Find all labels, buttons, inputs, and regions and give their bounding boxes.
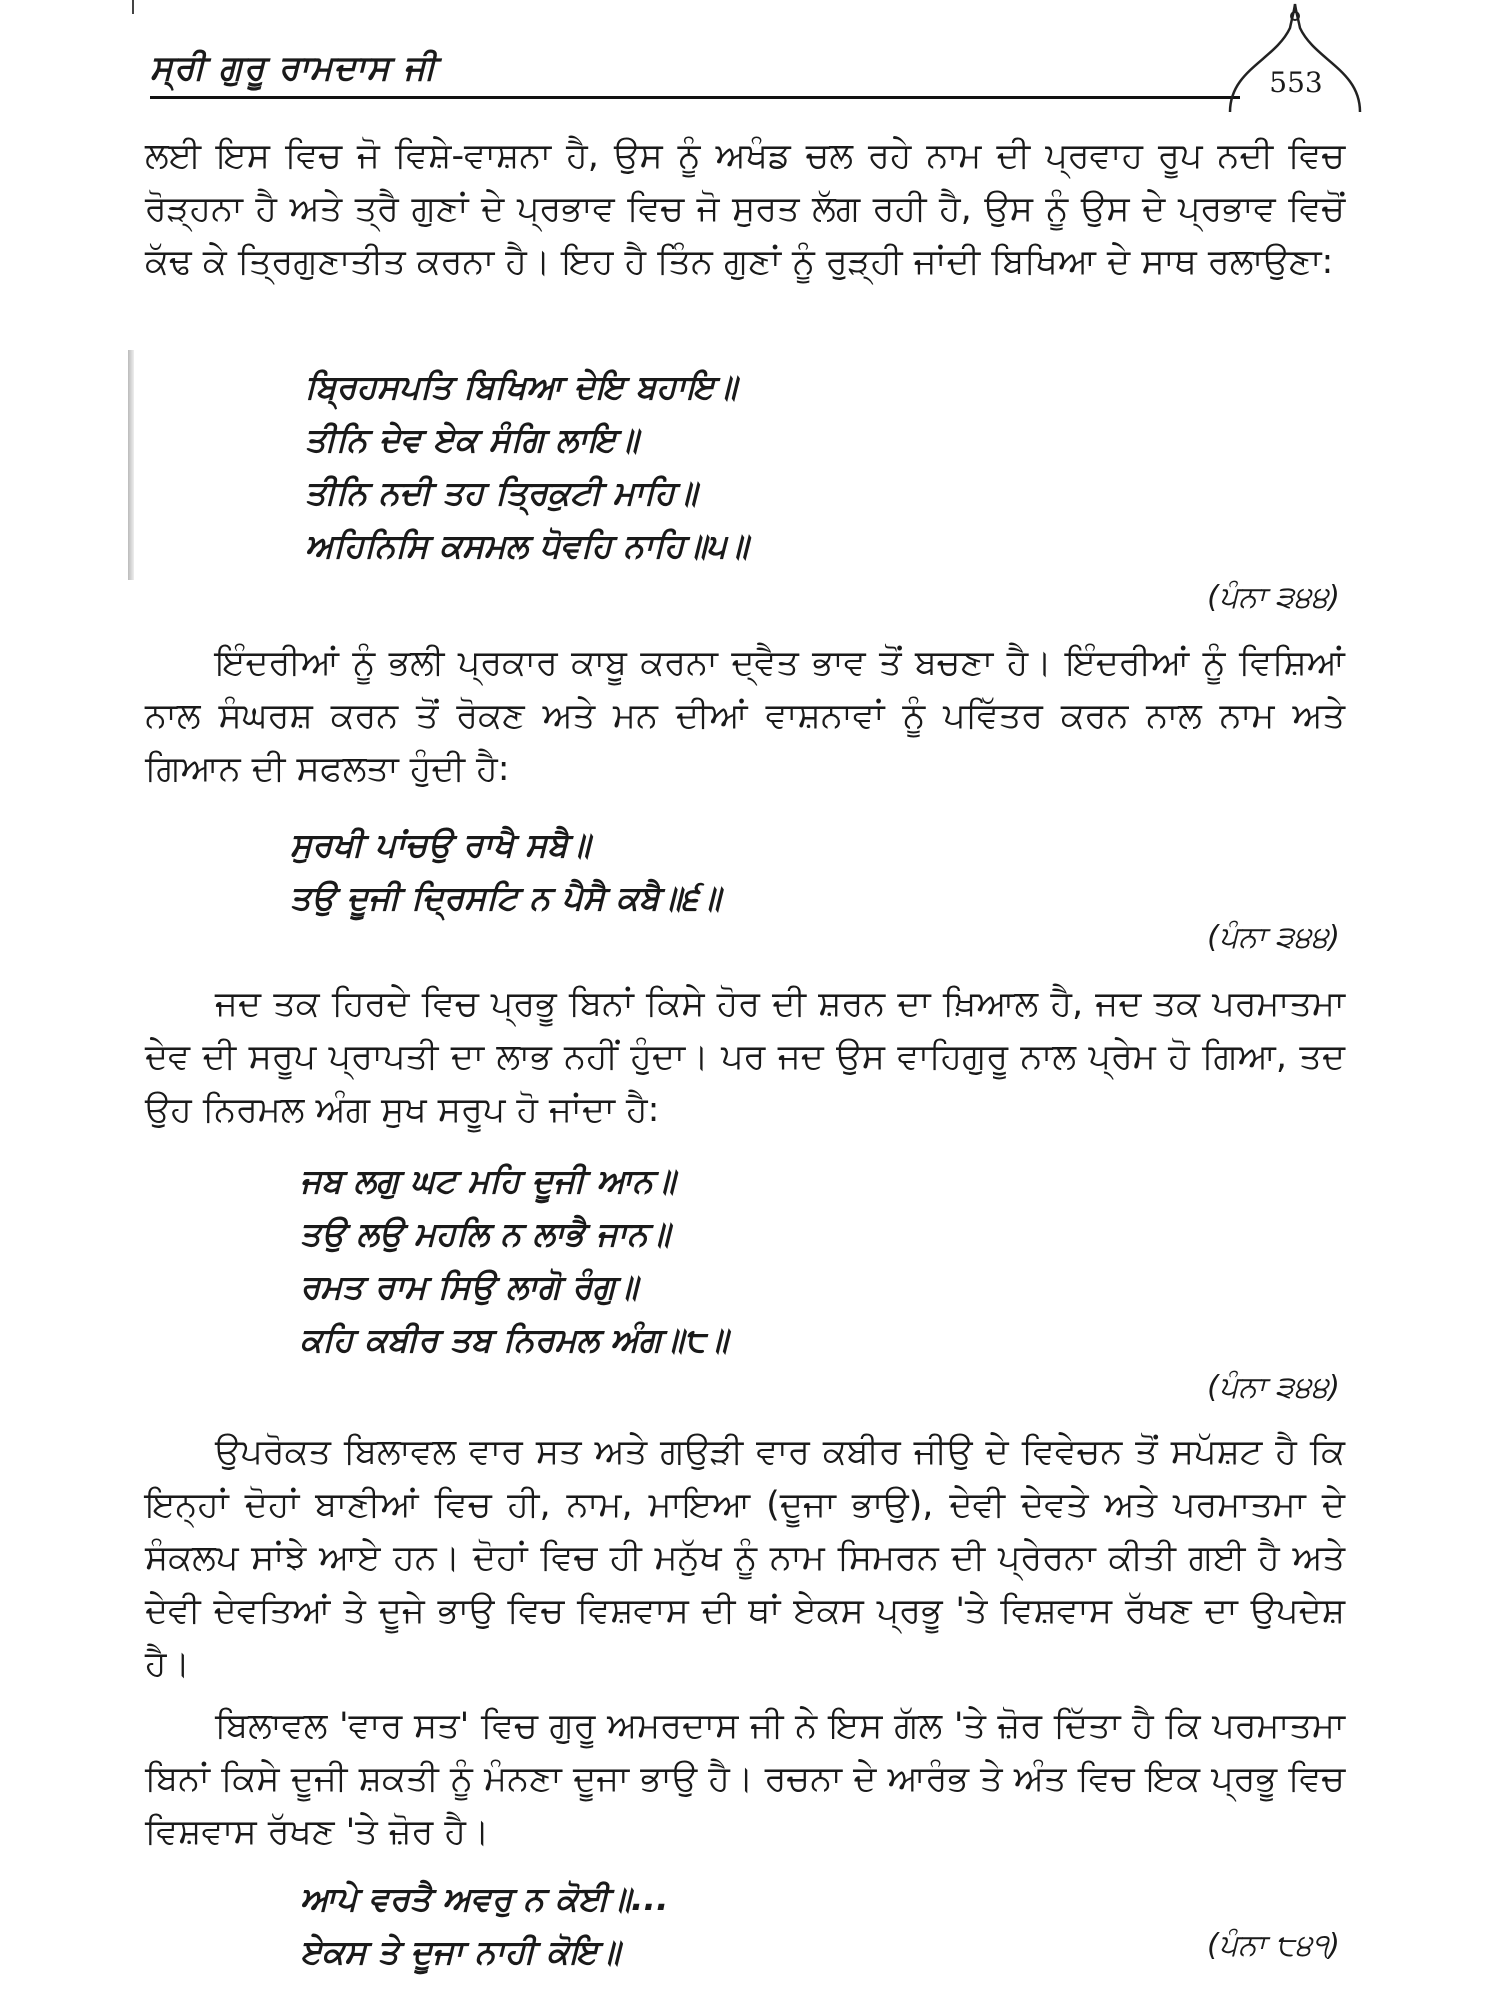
verse-line: ਆਪੇ ਵਰਤੈ ਅਵਰੁ ਨ ਕੋਈ॥... — [300, 1879, 669, 1918]
paragraph-3: ਜਦ ਤਕ ਹਿਰਦੇ ਵਿਚ ਪ੍ਰਭੂ ਬਿਨਾਂ ਕਿਸੇ ਹੋਰ ਦੀ ਸ਼ਰਨ ਦਾ ਖ਼ਿਆਲ ਹੈ, ਜਦ ਤਕ ਪਰਮਾਤਮਾ ਦੇਵ ਦੀ ਸਰੂਪ ਪ੍ਰਾਪਤੀ ਦਾ ਲਾਭ ਨਹੀਂ ਹੁੰਦਾ। ਪਰ ਜਦ ਉਸ ਵਾਹਿਗੁਰੂ ਨਾਲ ਪ੍ਰੇਮ ਹੋ ਗਿਆ, ਤਦ ਉਹ ਨਿਰਮਲ ਅੰਗ ਸੁਖ ਸਰੂਪ ਹੋ ਜਾਂਦਾ ਹੈ: — [145, 984, 1345, 1130]
verse-line: ਕਹਿ ਕਬੀਰ ਤਬ ਨਿਰਮਲ ਅੰਗ॥੮॥ — [300, 1320, 728, 1359]
paragraph-1: ਲਈ ਇਸ ਵਿਚ ਜੋ ਵਿਸ਼ੇ-ਵਾਸ਼ਨਾ ਹੈ, ਉਸ ਨੂੰ ਅਖੰਡ ਚਲ ਰਹੇ ਨਾਮ ਦੀ ਪ੍ਰਵਾਹ ਰੂਪ ਨਦੀ ਵਿਚ ਰੋੜ੍ਹਨਾ ਹੈ ਅਤੇ ਤ੍ਰੈ ਗੁਣਾਂ ਦੇ ਪ੍ਰਭਾਵ ਵਿਚ ਜੋ ਸੁਰਤ ਲੱਗ ਰਹੀ ਹੈ, ਉਸ ਨੂੰ ਉਸ ਦੇ ਪ੍ਰਭਾਵ ਵਿਚੋਂ ਕੱਢ ਕੇ ਤ੍ਰਿਗੁਣਾਤੀਤ ਕਰਨਾ ਹੈ। ਇਹ ਹੈ ਤਿੰਨ ਗੁਣਾਂ ਨੂੰ ਰੁੜ੍ਹੀ ਜਾਂਦੀ ਬਿਖਿਆ ਦੇ ਸਾਥ ਰਲਾਉਣਾ: — [145, 136, 1345, 282]
verse-line: ਤੀਨਿ ਨਦੀ ਤਹ ਤ੍ਰਿਕੁਟੀ ਮਾਹਿ॥ — [305, 473, 698, 512]
verse-line: ਏਕਸ ਤੇ ਦੂਜਾ ਨਾਹੀ ਕੋਇ॥ — [300, 1932, 621, 1971]
citation-2: (ਪੰਨਾ ੩੪੪) — [1207, 920, 1340, 955]
citation-4: (ਪੰਨਾ ੮੪੧) — [1206, 1928, 1340, 1963]
running-head: ਸ੍ਰੀ ਗੁਰੂ ਰਾਮਦਾਸ ਜੀ — [150, 48, 437, 88]
page-number: 553 — [1269, 66, 1323, 99]
header-rule — [150, 96, 1240, 99]
verse-line: ਤਉ ਦੂਜੀ ਦ੍ਰਿਸਟਿ ਨ ਪੈਸੈ ਕਬੈ॥੬॥ — [290, 878, 721, 917]
verse-4 — [300, 1872, 669, 1978]
verse-line: ਤਉ ਲਉ ਮਹਲਿ ਨ ਲਾਭੈ ਜਾਨ॥ — [300, 1214, 670, 1253]
paragraph-5: ਬਿਲਾਵਲ 'ਵਾਰ ਸਤ' ਵਿਚ ਗੁਰੂ ਅਮਰਦਾਸ ਜੀ ਨੇ ਇਸ ਗੱਲ 'ਤੇ ਜ਼ੋਰ ਦਿੱਤਾ ਹੈ ਕਿ ਪਰਮਾਤਮਾ ਬਿਨਾਂ ਕਿਸੇ ਦੂਜੀ ਸ਼ਕਤੀ ਨੂੰ ਮੰਨਣਾ ਦੂਜਾ ਭਾਉ ਹੈ। ਰਚਨਾ ਦੇ ਆਰੰਭ ਤੇ ਅੰਤ ਵਿਚ ਇਕ ਪ੍ਰਭੂ ਵਿਚ ਵਿਸ਼ਵਾਸ ਰੱਖਣ 'ਤੇ ਜ਼ੋਰ ਹੈ। — [145, 1706, 1345, 1852]
verse-line: ਰਮਤ ਰਾਮ ਸਿਉ ਲਾਗੋ ਰੰਗੁ॥ — [300, 1267, 638, 1306]
verse-2 — [290, 818, 721, 924]
verse-line: ਤੀਨਿ ਦੇਵ ਏਕ ਸੰਗਿ ਲਾਇ॥ — [305, 420, 639, 459]
paragraph-2: ਇੰਦਰੀਆਂ ਨੂੰ ਭਲੀ ਪ੍ਰਕਾਰ ਕਾਬੂ ਕਰਨਾ ਦ੍ਵੈਤ ਭਾਵ ਤੋਂ ਬਚਣਾ ਹੈ। ਇੰਦਰੀਆਂ ਨੂੰ ਵਿਸ਼ਿਆਂ ਨਾਲ ਸੰਘਰਸ਼ ਕਰਨ ਤੋਂ ਰੋਕਣ ਅਤੇ ਮਨ ਦੀਆਂ ਵਾਸ਼ਨਾਵਾਂ ਨੂੰ ਪਵਿੱਤਰ ਕਰਨ ਨਾਲ ਨਾਮ ਅਤੇ ਗਿਆਨ ਦੀ ਸਫਲਤਾ ਹੁੰਦੀ ਹੈ: — [145, 643, 1345, 789]
citation-1: (ਪੰਨਾ ੩੪੪) — [1207, 580, 1340, 615]
verse-1 — [305, 360, 748, 572]
scan-mark — [132, 0, 134, 14]
paragraph-4: ਉਪਰੋਕਤ ਬਿਲਾਵਲ ਵਾਰ ਸਤ ਅਤੇ ਗਉੜੀ ਵਾਰ ਕਬੀਰ ਜੀਉ ਦੇ ਵਿਵੇਚਨ ਤੋਂ ਸਪੱਸ਼ਟ ਹੈ ਕਿ ਇਨ੍ਹਾਂ ਦੋਹਾਂ ਬਾਣੀਆਂ ਵਿਚ ਹੀ, ਨਾਮ, ਮਾਇਆ (ਦੂਜਾ ਭਾਉ), ਦੇਵੀ ਦੇਵਤੇ ਅਤੇ ਪਰਮਾਤਮਾ ਦੇ ਸੰਕਲਪ ਸਾਂਝੇ ਆਏ ਹਨ। ਦੋਹਾਂ ਵਿਚ ਹੀ ਮਨੁੱਖ ਨੂੰ ਨਾਮ ਸਿਮਰਨ ਦੀ ਪ੍ਰੇਰਨਾ ਕੀਤੀ ਗਈ ਹੈ ਅਤੇ ਦੇਵੀ ਦੇਵਤਿਆਂ ਤੇ ਦੂਜੇ ਭਾਉ ਵਿਚ ਵਿਸ਼ਵਾਸ ਦੀ ਥਾਂ ਏਕਸ ਪ੍ਰਭੂ 'ਤੇ ਵਿਸ਼ਵਾਸ ਰੱਖਣ ਦਾ ਉਪਦੇਸ਼ ਹੈ। — [145, 1432, 1345, 1684]
verse-line: ਜਬ ਲਗੁ ਘਟ ਮਹਿ ਦੂਜੀ ਆਨ॥ — [300, 1161, 676, 1200]
verse-line: ਸੁਰਖੀ ਪਾਂਚਉ ਰਾਖੈ ਸਬੈ॥ — [290, 825, 591, 864]
verse-line: ਬ੍ਰਿਹਸਪਤਿ ਬਿਖਿਆ ਦੇਇ ਬਹਾਇ॥ — [305, 367, 737, 406]
verse-3 — [300, 1154, 728, 1366]
verse-line: ਅਹਿਨਿਸਿ ਕਸਮਲ ਧੋਵਹਿ ਨਾਹਿ॥੫॥ — [305, 526, 749, 565]
citation-3: (ਪੰਨਾ ੩੪੪) — [1207, 1370, 1340, 1405]
scan-shadow — [128, 350, 134, 580]
